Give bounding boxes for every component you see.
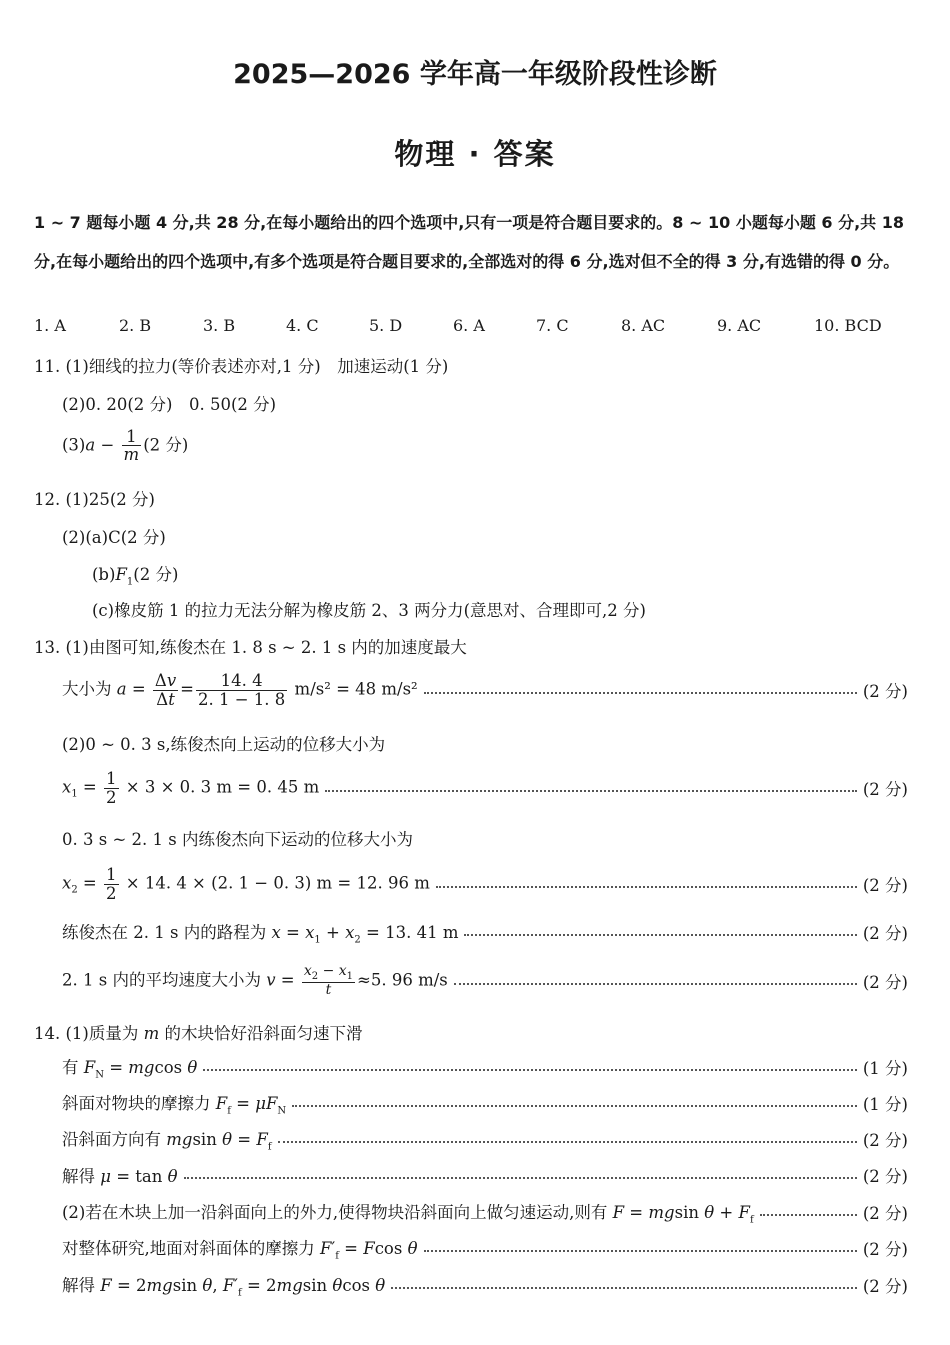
answer-8: 8. AC [621,316,666,335]
q14-friction-line: 斜面对物块的摩擦力 $F_f = \mu F_N$ (1 分) [62,1090,908,1116]
points: (2 分) [862,1204,908,1223]
answer-4: 4. C [286,316,319,335]
q14-part2-line: (2)若在木块上加一沿斜面向上的外力,使得物块沿斜面向上做匀速运动,则有 F = mgsin $\theta + F_f$ (2 分) [62,1199,908,1225]
choice-answers-row [34,316,914,340]
q13-avg-velocity-line: 2. 1 s 内的平均速度大小为 v = $\frac{x_2 - x_1}{t}$ ≈5. 96 m/s (2 分) [62,963,908,999]
answer-9: 9. AC [717,316,762,335]
answer-7: 7. C [536,316,569,335]
points: (2 分) [862,780,908,799]
q13-line-3: (2)0 ~ 0. 3 s,练俊杰向上运动的位移大小为 [62,735,386,754]
q11-line-2: (2)0. 20(2 分) 0. 50(2 分) [62,395,277,414]
page-title: 2025—2026 学年高一年级阶段性诊断 [233,59,717,90]
answer-10: 10. BCD [814,316,882,335]
points: (2 分) [862,1167,908,1186]
q12-line-3: $(b)F_1(2$ 分) [92,565,179,588]
q14-normal-force-line: 有 $F_N = mgcos$ θ (1 分) [62,1054,908,1080]
points: (1 分) [862,1059,908,1078]
page-subtitle: 物理 · 答案 [394,137,556,171]
points: (2 分) [862,1131,908,1150]
q13-acceleration-line: 大小为 a = $\frac{\Delta v}{\Delta t}$ = $\frac{14. 4}{2. 1 - 1. 8}$ m/s² = 48 m/s² (2 分) [62,671,908,709]
q12-line-4: (c)橡皮筋 1 的拉力无法分解为橡皮筋 2、3 两分力(意思对、合理即可,2 分) [92,601,646,620]
q11-line-3: (3)a − $\frac{1}{m}$ (2 分) [62,427,189,465]
answer-1: 1. A [34,316,66,335]
points: (1 分) [862,1095,908,1114]
q13-line-1: 13. (1)由图可知,练俊杰在 1. 8 s ~ 2. 1 s 内的加速度最大 [34,638,467,657]
q14-balance-line: 沿斜面方向有 mgsin $\theta = F_f$ (2 分) [62,1126,908,1152]
q13-x1-line: $x_1$ = $\frac{1}{2}$ × 3 × 0. 3 m = 0. 45 m (2 分) [62,769,908,807]
scoring-instructions: 1 ~ 7 题每小题 4 分,共 28 分,在每小题给出的四个选项中,只有一项是符合题目要求的。8 ~ 10 小题每小题 6 分,共 18 分,在每小题给出的四个选项中,有多个选项是符合题目要求的,全部选对的得 6 分,选对但不全的得 3 分,有选错的得 0 分。 [34,213,905,271]
answer-5: 5. D [369,316,403,335]
points: (2 分) [862,1240,908,1259]
q12-line-2: (2)(a)C(2 分) [62,528,166,547]
q14-line-1: 14. (1)质量为 m 的木块恰好沿斜面匀速下滑 [34,1024,363,1043]
answer-2: 2. B [119,316,152,335]
q13-path-line: 练俊杰在 2. 1 s 内的路程为 $x = x_1 + x_2 = 13$. 41 m (2 分) [62,918,908,946]
points: (2 分) [862,1277,908,1296]
q13-x2-line: $x_2$ = $\frac{1}{2}$ × 14. 4 × (2. 1 − 0. 3) m = 12. 96 m (2 分) [62,865,908,903]
points: (2 分) [862,973,908,992]
q11-line-1: 11. (1)细线的拉力(等价表述亦对,1 分) 加速运动(1 分) [34,357,449,376]
points: (2 分) [862,924,908,943]
inverse-mass-fraction: $\frac{1}{m}$ [123,427,140,465]
q12-line-1: 12. (1)25(2 分) [34,490,155,509]
q13-line-5: 0. 3 s ~ 2. 1 s 内练俊杰向下运动的位移大小为 [62,830,413,849]
points: (2 分) [862,876,908,895]
points: (2 分) [862,682,908,701]
q14-result-line: 解得 F = 2mgsin θ, $F'_f = 2mgsin$ θcos θ (2 分) [62,1272,908,1298]
answer-6: 6. A [453,316,485,335]
answer-3: 3. B [203,316,236,335]
q14-mu-line: 解得 μ = tan θ (2 分) [62,1162,908,1188]
q14-ground-friction-line: 对整体研究,地面对斜面体的摩擦力 $F'_f = Fcos$ θ (2 分) [62,1235,908,1261]
